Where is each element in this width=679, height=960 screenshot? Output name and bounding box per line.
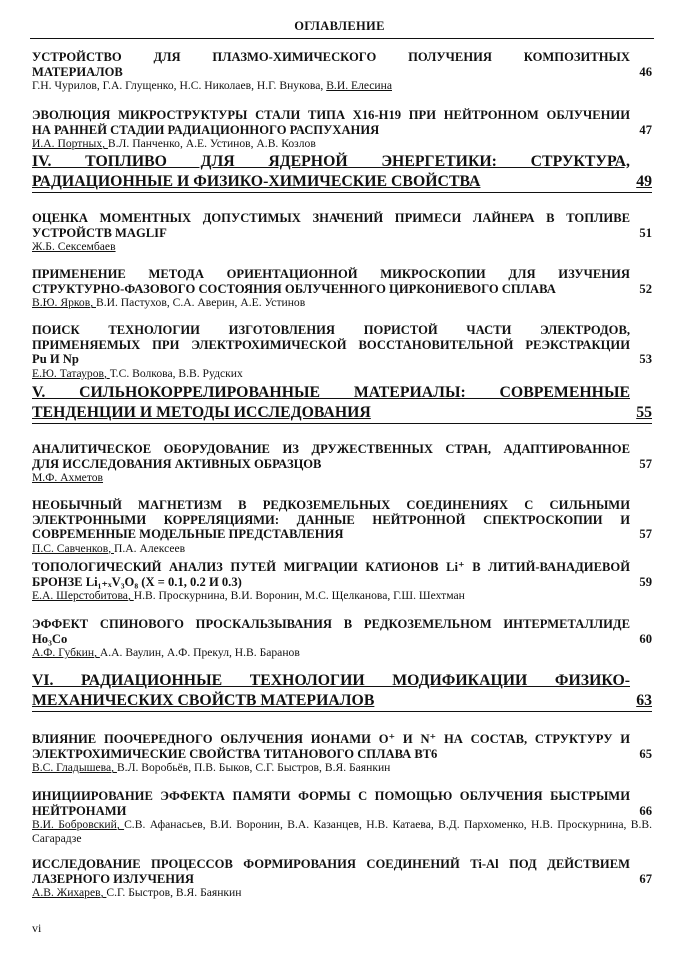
- author-name: Г.А. Глущенко ,: [103, 79, 180, 92]
- entry-title-text: УСТРОЙСТВО ДЛЯ ПЛАЗМО-ХИМИЧЕСКОГО ПОЛУЧЕНИЯ КОМПОЗИТНЫХ: [32, 50, 630, 64]
- entry-title-line: [32, 575, 652, 590]
- toc-entry[interactable]: [32, 789, 652, 847]
- entry-authors: [32, 542, 652, 556]
- author-name: Г.Ш. Шехтман: [393, 589, 465, 603]
- entry-authors: [32, 367, 652, 381]
- entry-title-line: [32, 747, 652, 762]
- entry-title-text: НА РАННЕЙ СТАДИИ РАДИАЦИОННОГО РАСПУХАНИЯ: [32, 122, 380, 137]
- author-name: П.А. Алексеев: [114, 541, 186, 555]
- entry-title-text: РАДИАЦИОННЫЕ И ФИЗИКО-ХИМИЧЕСКИЕ СВОЙСТВА: [32, 173, 481, 190]
- entry-title-text: ТОПОЛОГИЧЕСКИЙ АНАЛИЗ ПУТЕЙ МИГРАЦИИ КАТИОНОВ Li⁺ В ЛИТИЙ-ВАНАДИЕВОЙ: [32, 560, 630, 574]
- entry-title-text: СТРУКТУРНО-ФАЗОВОГО СОСТОЯНИЯ ОБЛУЧЕННОГО ЦИРКОНИЕВОГО СПЛАВА: [32, 281, 556, 296]
- entry-authors: [32, 471, 652, 485]
- author-name: С.В. Афанасьев ,: [124, 818, 210, 831]
- author-name: Ж.Б. Сексембаев: [32, 240, 116, 254]
- entry-title-line: [32, 383, 630, 403]
- page-number: 55: [636, 404, 652, 421]
- entry-title-text: ПОИСК ТЕХНОЛОГИИ ИЗГОТОВЛЕНИЯ ПОРИСТОЙ ЧАСТИ ЭЛЕКТРОДОВ,: [32, 323, 630, 337]
- entry-title-line: [32, 267, 630, 282]
- entry-title-text: V. СИЛЬНОКОРРЕЛИРОВАННЫЕ МАТЕРИАЛЫ: СОВРЕМЕННЫЕ: [32, 384, 630, 401]
- author-name: В.Я. Баянкин: [175, 886, 242, 900]
- author-name: И.А. Портных ,: [32, 137, 108, 150]
- entry-title-text: Pu И Np: [32, 352, 79, 367]
- author-name: Г.Н. Чурилов ,: [32, 79, 103, 92]
- entry-authors: [32, 886, 652, 900]
- page-number: 51: [639, 225, 652, 240]
- entry-title-line: [32, 403, 652, 424]
- toc-entry[interactable]: [32, 732, 652, 775]
- entry-title-line: [32, 498, 630, 513]
- entry-title-text: ЭЛЕКТРОХИМИЧЕСКИЕ СВОЙСТВА ТИТАНОВОГО СПЛАВА ВТ6: [32, 746, 438, 761]
- entry-title-text: БРОНЗЕ Li₁₊ₓV₃O₈ (X = 0.1, 0.2 И 0.3): [32, 574, 242, 589]
- author-name: В.Л. Воробьёв ,: [117, 761, 194, 774]
- entry-title-text: ПРИМЕНЯЕМЫХ ПРИ ЭЛЕКТРОХИМИЧЕСКОЙ ВОССТАНОВИТЕЛЬНОЙ РЕЭКСТРАКЦИИ: [32, 337, 630, 352]
- entry-title-line: [32, 50, 630, 65]
- toc-section-heading[interactable]: [32, 671, 652, 712]
- author-name: В.В. Сагарадзе: [32, 818, 653, 846]
- author-name: С.Г. Быстров ,: [106, 886, 176, 899]
- page-number: 52: [639, 281, 652, 296]
- author-name: В.И. Воронин ,: [231, 589, 305, 602]
- page-number: 49: [636, 173, 652, 190]
- entry-title-text: ДЛЯ ИССЛЕДОВАНИЯ АКТИВНЫХ ОБРАЗЦОВ: [32, 456, 322, 471]
- entry-authors: [32, 137, 652, 151]
- page-number-footer: vi: [32, 921, 42, 935]
- entry-title-line: [32, 172, 652, 193]
- page-header-title: ОГЛАВЛЕНИЕ: [294, 19, 385, 33]
- author-name: В.И. Елесина: [326, 79, 392, 93]
- entry-title-line: [32, 872, 652, 887]
- author-name: В.И. Бобровский ,: [32, 818, 124, 831]
- toc-entry[interactable]: [32, 857, 652, 900]
- author-name: В.В. Рудских: [178, 366, 243, 380]
- entry-title-text: МЕХАНИЧЕСКИХ СВОЙСТВ МАТЕРИАЛОВ: [32, 692, 375, 709]
- page-number: 60: [639, 631, 652, 646]
- entry-title-line: [32, 560, 630, 575]
- author-name: С.Г. Быстров ,: [255, 761, 325, 774]
- entry-title-text: МАТЕРИАЛОВ: [32, 64, 123, 79]
- entry-title-line: [32, 323, 630, 338]
- author-name: Н.В. Проскурнина ,: [531, 818, 631, 831]
- entry-title-text: ИНИЦИИРОВАНИЕ ЭФФЕКТА ПАМЯТИ ФОРМЫ С ПОМОЩЬЮ ОБЛУЧЕНИЯ БЫСТРЫМИ: [32, 789, 630, 803]
- author-name: В.Д. Пархоменко ,: [438, 818, 531, 831]
- toc-entry[interactable]: [32, 323, 652, 381]
- entry-title-text: УСТРОЙСТВ MAGLIF: [32, 225, 167, 240]
- entry-title-line: [32, 442, 630, 457]
- author-name: М.С. Щелканова ,: [305, 589, 393, 602]
- entry-title-text: IV. ТОПЛИВО ДЛЯ ЯДЕРНОЙ ЭНЕРГЕТИКИ: СТРУКТУРА,: [32, 153, 630, 170]
- entry-title-line: [32, 108, 630, 123]
- entry-title-text: ЭФФЕКТ СПИНОВОГО ПРОСКАЛЬЗЫВАНИЯ В РЕДКОЗЕМЕЛЬНОМ ИНТЕРМЕТАЛЛИДЕ: [32, 617, 630, 631]
- toc-entry[interactable]: [32, 617, 652, 660]
- entry-title-line: [32, 352, 652, 367]
- entry-title-line: [32, 282, 652, 297]
- entry-title-text: ПРИМЕНЕНИЕ МЕТОДА ОРИЕНТАЦИОННОЙ МИКРОСКОПИИ ДЛЯ ИЗУЧЕНИЯ: [32, 267, 630, 281]
- page-number: 57: [639, 456, 652, 471]
- toc-entry[interactable]: [32, 108, 652, 151]
- author-name: Н.Г. Внукова ,: [257, 79, 326, 92]
- page-number: 46: [639, 64, 652, 79]
- entry-title-text: АНАЛИТИЧЕСКОЕ ОБОРУДОВАНИЕ ИЗ ДРУЖЕСТВЕННЫХ СТРАН, АДАПТИРОВАННОЕ: [32, 442, 630, 456]
- author-name: В.С. Гладышева ,: [32, 761, 117, 774]
- page-number: 57: [639, 527, 652, 542]
- author-name: Н.В. Проскурнина ,: [134, 589, 231, 602]
- author-name: В.Я. Баянкин: [324, 761, 391, 775]
- author-name: А.Ф. Прекул ,: [167, 646, 235, 659]
- entry-title-line: [32, 632, 652, 647]
- author-name: В.Л. Панченко ,: [108, 137, 186, 150]
- entry-title-text: СОВРЕМЕННЫЕ МОДЕЛЬНЫЕ ПРЕДСТАВЛЕНИЯ: [32, 527, 344, 542]
- entry-title-text: ЭВОЛЮЦИЯ МИКРОСТРУКТУРЫ СТАЛИ ТИПА Х16-Н19 ПРИ НЕЙТРОННОМ ОБЛУЧЕНИИ: [32, 108, 630, 122]
- entry-title-line: [32, 152, 630, 172]
- author-name: А.В. Козлов: [256, 137, 316, 151]
- author-name: А.Е. Устинов: [240, 296, 306, 310]
- page-number: 47: [639, 122, 652, 137]
- toc-entry[interactable]: [32, 211, 652, 254]
- entry-title-text: Ho₃Co: [32, 631, 68, 646]
- toc-entry[interactable]: [32, 560, 652, 603]
- header-divider: [30, 38, 654, 39]
- author-name: В.И. Воронин ,: [210, 818, 287, 831]
- entry-title-text: ТЕНДЕНЦИИ И МЕТОДЫ ИССЛЕДОВАНИЯ: [32, 404, 371, 421]
- author-name: А.Ф. Губкин ,: [32, 646, 100, 659]
- entry-title-line: [32, 691, 652, 712]
- author-name: Н.В. Катаева ,: [366, 818, 438, 831]
- entry-title-line: [32, 857, 630, 872]
- page-number: 66: [639, 803, 652, 818]
- author-name: В.И. Пастухов ,: [96, 296, 173, 309]
- entry-title-text: ЛАЗЕРНОГО ИЗЛУЧЕНИЯ: [32, 871, 194, 886]
- author-name: С.А. Аверин ,: [173, 296, 241, 309]
- entry-title-text: НЕЙТРОНАМИ: [32, 803, 127, 818]
- author-name: В.Ю. Ярков ,: [32, 296, 96, 309]
- entry-title-line: [32, 211, 630, 226]
- page-number: 53: [639, 352, 652, 367]
- author-name: А.В. Жихарев ,: [32, 886, 106, 899]
- entry-title-line: [32, 789, 630, 804]
- entry-title-text: ОЦЕНКА МОМЕНТНЫХ ДОПУСТИМЫХ ЗНАЧЕНИЙ ПРИМЕСИ ЛАЙНЕРА В ТОПЛИВЕ: [32, 211, 630, 225]
- entry-authors: [32, 589, 652, 603]
- entry-title-line: [32, 338, 630, 353]
- page-number: 65: [639, 746, 652, 761]
- toc-section-heading[interactable]: [32, 383, 652, 424]
- page-number: 59: [639, 574, 652, 589]
- entry-title-text: НЕОБЫЧНЫЙ МАГНЕТИЗМ В РЕДКОЗЕМЕЛЬНЫХ СОЕДИНЕНИЯХ С СИЛЬНЫМИ: [32, 498, 630, 512]
- toc-entry[interactable]: [32, 267, 652, 310]
- entry-title-text: ВЛИЯНИЕ ПООЧЕРЕДНОГО ОБЛУЧЕНИЯ ИОНАМИ O⁺ И N⁺ НА СОСТАВ, СТРУКТУРУ И: [32, 732, 630, 746]
- entry-title-line: [32, 671, 630, 691]
- author-name: Е.Ю. Татауров ,: [32, 367, 110, 380]
- entry-authors: [32, 818, 652, 846]
- toc-entry[interactable]: [32, 50, 652, 93]
- entry-authors: [32, 240, 652, 254]
- author-name: А.А. Ваулин ,: [100, 646, 167, 659]
- toc-entry[interactable]: [32, 498, 652, 556]
- author-name: П.С. Савченков ,: [32, 542, 114, 555]
- page-number: 63: [636, 692, 652, 709]
- author-name: М.Ф. Ахметов: [32, 471, 104, 485]
- entry-title-line: [32, 617, 630, 632]
- author-name: А.Е. Устинов ,: [186, 137, 257, 150]
- entry-title-text: VI. РАДИАЦИОННЫЕ ТЕХНОЛОГИИ МОДИФИКАЦИИ ФИЗИКО-: [32, 672, 630, 689]
- entry-title-text: ИССЛЕДОВАНИЕ ПРОЦЕССОВ ФОРМИРОВАНИЯ СОЕДИНЕНИЙ Ti-Al ПОД ДЕЙСТВИЕМ: [32, 857, 630, 871]
- author-name: В.А. Казанцев ,: [287, 818, 366, 831]
- entry-authors: [32, 296, 652, 310]
- entry-title-line: [32, 513, 630, 528]
- entry-authors: [32, 646, 652, 660]
- author-name: Т.С. Волкова ,: [110, 367, 179, 380]
- entry-title-line: [32, 527, 652, 542]
- entry-title-line: [32, 123, 652, 138]
- author-name: П.В. Быков ,: [194, 761, 255, 774]
- author-name: Е.А. Шерстобитова ,: [32, 589, 134, 602]
- entry-title-line: [32, 457, 652, 472]
- entry-title-line: [32, 732, 630, 747]
- author-name: Н.В. Баранов: [234, 646, 300, 660]
- entry-title-line: [32, 226, 652, 241]
- entry-title-line: [32, 65, 652, 80]
- toc-section-heading[interactable]: [32, 152, 652, 193]
- entry-title-line: [32, 804, 652, 819]
- entry-authors: [32, 761, 652, 775]
- entry-authors: [32, 79, 652, 93]
- author-name: Н.С. Николаев ,: [179, 79, 256, 92]
- toc-entry[interactable]: [32, 442, 652, 485]
- entry-title-text: ЭЛЕКТРОННЫМИ КОРРЕЛЯЦИЯМИ: ДАННЫЕ НЕЙТРОННОЙ СПЕКТРОСКОПИИ И: [32, 512, 630, 527]
- page-number: 67: [639, 871, 652, 886]
